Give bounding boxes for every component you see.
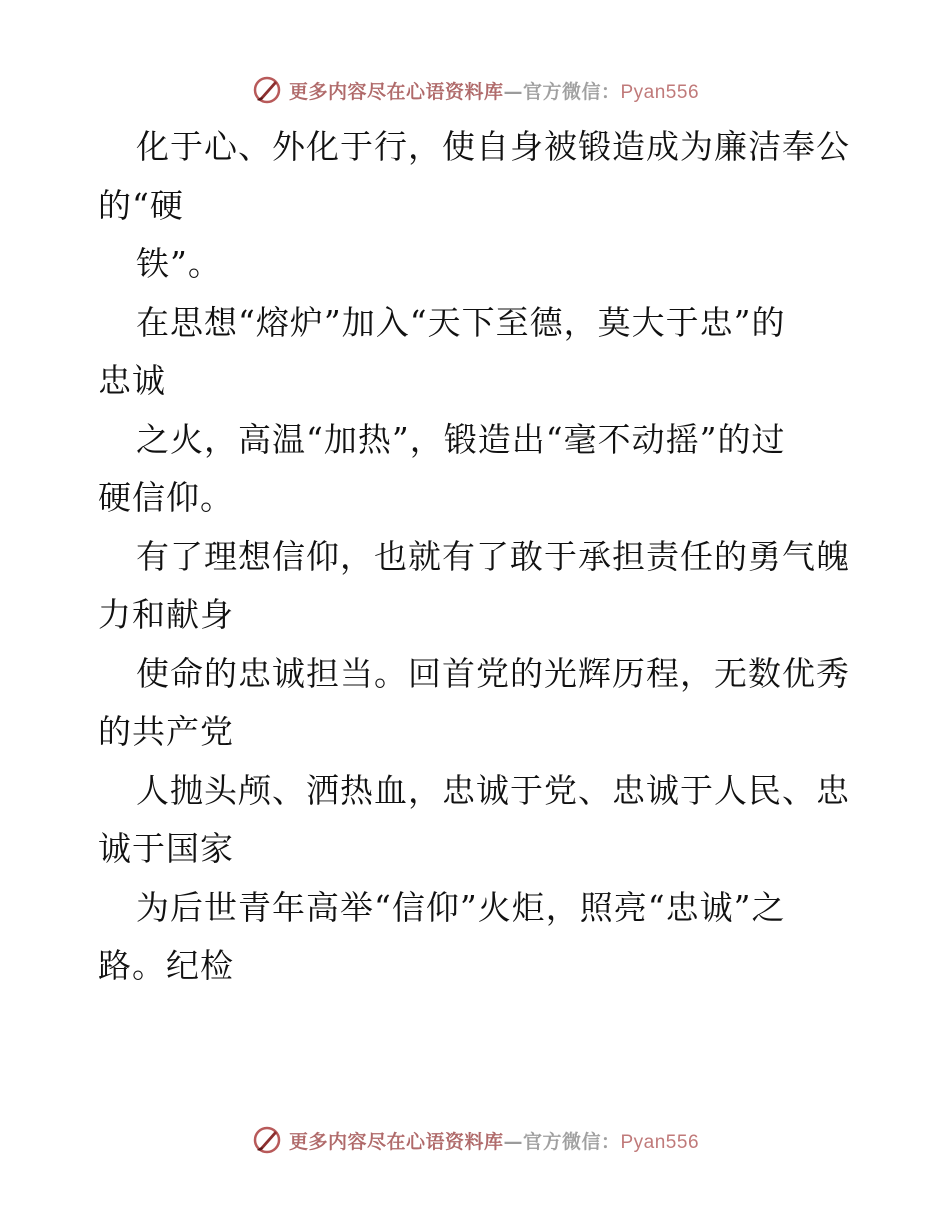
document-body [98, 118, 858, 996]
header-wechat-label: 官方微信： [522, 80, 621, 103]
text-line: 有了理想信仰，也就有了敢于承担责任的勇气魄 [136, 536, 850, 576]
text-line: 人抛头颅、洒热血，忠诚于党、忠诚于人民、忠 [136, 770, 850, 810]
header-text [289, 77, 699, 104]
text-line: 使命的忠诚担当。回首党的光辉历程，无数优秀 [136, 653, 850, 693]
text-line: 诚于国家 [98, 829, 234, 868]
text-line: 之火，高温“加热”，锻造出“毫不动摇”的过 [136, 419, 786, 459]
header-prefix: 更多内容尽在心语资料库 [288, 80, 504, 103]
footer-wechat-id: Pyan556 [620, 1131, 700, 1153]
text-line: 路。纪检 [98, 946, 234, 985]
footer-prefix: 更多内容尽在心语资料库 [288, 1130, 504, 1153]
text-line: 在思想“熔炉”加入“天下至德，莫大于忠”的 [136, 302, 786, 342]
footer-watermark [0, 1120, 950, 1160]
footer-wechat-label: 官方微信： [522, 1130, 621, 1153]
header-separator: — [503, 80, 523, 103]
text-line: 忠诚 [98, 361, 166, 400]
header-wechat-id: Pyan556 [620, 81, 700, 103]
text-line: 的共产党 [98, 712, 234, 751]
text-line: 化于心、外化于行，使自身被锻造成为廉洁奉公 [136, 127, 850, 166]
text-line: 力和献身 [98, 595, 234, 634]
header-watermark [0, 70, 950, 110]
brush-logo-icon [251, 1124, 283, 1156]
text-line: 为后世青年高举“信仰”火炬，照亮“忠诚”之 [136, 887, 786, 927]
brush-logo-icon [251, 74, 283, 106]
text-line: 铁”。 [136, 244, 222, 283]
footer-separator: — [503, 1130, 523, 1153]
footer-text [289, 1127, 699, 1154]
text-line: 硬信仰。 [98, 478, 234, 517]
text-line: 的“硬 [98, 185, 184, 225]
